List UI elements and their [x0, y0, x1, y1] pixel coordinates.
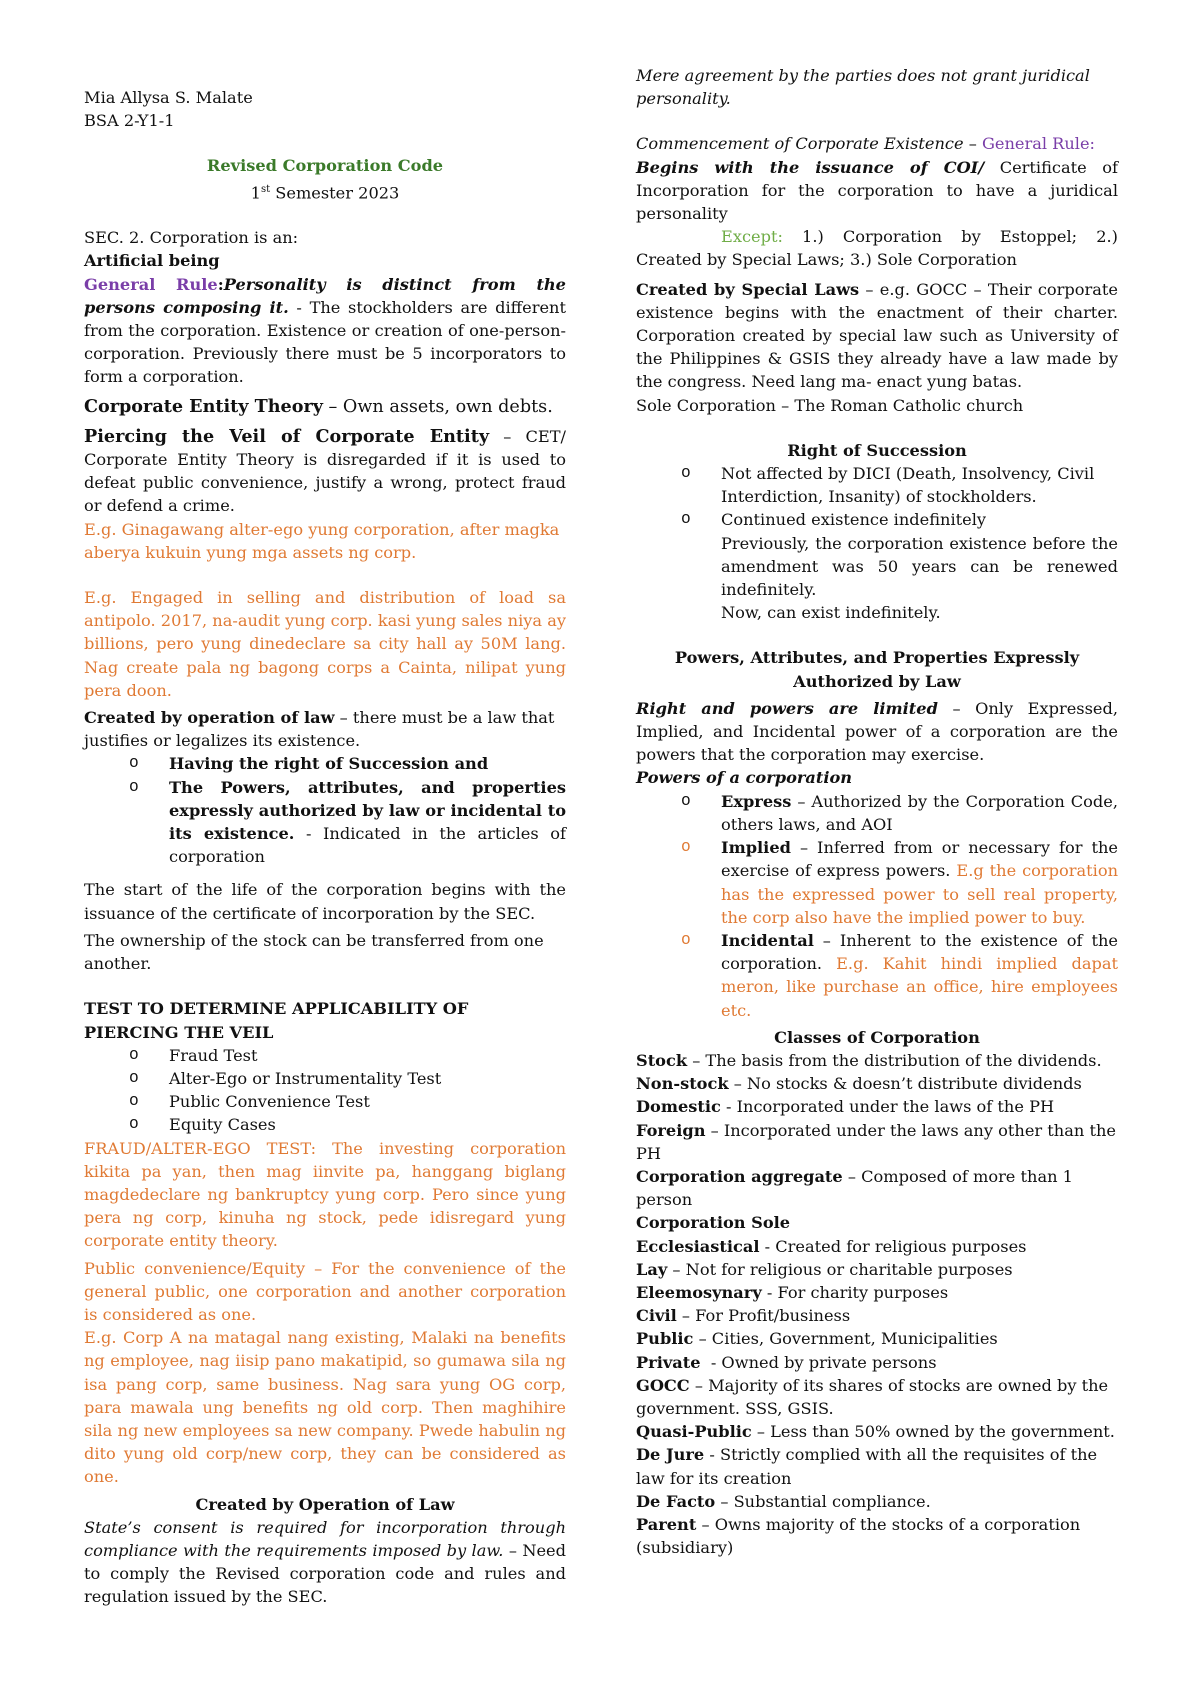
tests-list: [84, 1044, 566, 1137]
rights-paragraph: Right and powers are limited – Only Expressed, Implied, and Incidental power of a corporation are the powers that the corporation may exercise.: [636, 698, 1118, 765]
state-consent-paragraph: State’s consent is required for incorporation through compliance with the requirements imposed by law. – Need to comply the Revised corporation code and rules and regulation issued by the SEC.: [84, 1517, 567, 1607]
left-column: [84, 86, 566, 1609]
special-laws-paragraph: Created by Special Laws – e.g. GOCC – Their corporate existence begins with the enactment of their charter. Corporation created by special law such as University of the Philippines & GSIS they already have a law made by the congress. Need lang ma- enact yung batas.: [636, 279, 1118, 392]
list-item: o Not affected by DICI (Death, Insolvency, Civil Interdiction, Insanity) of stockholders.: [681, 462, 1118, 508]
list-item: Non-stock – No stocks & doesn’t distribute dividends: [636, 1074, 1082, 1094]
begins-paragraph: Begins with the issuance of COI/ Certificate of Incorporation for the corporation to have a juridical personality: [636, 157, 1118, 224]
list-item: De Facto – Substantial compliance.: [636, 1491, 931, 1511]
list-item: Corporation aggregate – Composed of more than 1 person: [636, 1166, 1073, 1210]
list-item: Private - Owned by private persons: [636, 1352, 937, 1372]
powers-heading: Powers, Attributes, and Properties Expressly Authorized by Law: [674, 648, 1080, 691]
list-item: o Equity Cases: [129, 1113, 566, 1136]
start-of-life: The start of the life of the corporation begins with the issuance of the certificate of incorporation by the SEC.: [84, 880, 566, 923]
list-item: o Incidental – Inherent to the existence of the corporation. E.g. Kahit hindi implied dapat meron, like purchase an office, hire employees etc.: [681, 929, 1118, 1022]
mere-agreement: Mere agreement by the parties does not grant juridical personality.: [636, 66, 1090, 109]
corporate-entity-theory: Corporate Entity Theory – Own assets, own debts.: [84, 395, 553, 417]
list-item: o The Powers, attributes, and properties expressly authorized by law or incidental to its existence. - Indicated in the articles of corporation: [129, 776, 566, 869]
example-antipolo: E.g. Engaged in selling and distribution of load sa antipolo. 2017, na-audit yung corp. kasi yung sales niya ay billions, pero yung dinedeclare sa city hall ay 50M lang. Nag create pala ng bagong corps a Cainta, nilipat yung pera doon.: [84, 588, 566, 700]
list-item: Corporation Sole: [636, 1213, 791, 1233]
list-item: o Public Convenience Test: [129, 1090, 566, 1113]
fraud-alter-ego-test: FRAUD/ALTER-EGO TEST: The investing corporation kikita pa yan, then mag iinvite pa, hanggang biglang magdedeclare ng bankruptcy yung corp. Pero since yung pera ng corp, kinuha ng stock, pede idisregard yung corporate entity theory.: [84, 1138, 566, 1251]
list-item: o Alter-Ego or Instrumentality Test: [129, 1067, 566, 1090]
succession-list: [636, 462, 1118, 532]
classes-list: [636, 1049, 1118, 1559]
powers-list: [636, 790, 1118, 1022]
created-by-law-paragraph: Created by operation of law – there must be a law that justifies or legalizes its existence.: [84, 708, 555, 751]
semester: 1st Semester 2023: [250, 183, 400, 202]
list-item: o Having the right of Succession and: [129, 752, 566, 775]
list-item: De Jure - Strictly complied with all the requisites of the law for its creation: [636, 1445, 1098, 1488]
succession-now: Now, can exist indefinitely.: [721, 603, 941, 623]
list-item: o Implied – Inferred from or necessary for the exercise of express powers. E.g the corporation has the expressed power to sell real property, the corp also have the implied power to buy.: [681, 836, 1118, 929]
list-item: Eleemosynary - For charity purposes: [636, 1282, 949, 1302]
list-item: Public – Cities, Government, Municipalities: [636, 1329, 998, 1349]
right-column: [636, 64, 1118, 1559]
artificial-being: Artificial being: [84, 251, 220, 271]
created-by-law-list: [84, 752, 566, 868]
stock-ownership: The ownership of the stock can be transferred from one another.: [84, 930, 544, 974]
powers-of-corporation: Powers of a corporation: [636, 768, 853, 788]
example-alter-ego: E.g. Ginagawang alter-ego yung corporation, after magka aberya kukuin yung mga assets ng corp.: [84, 519, 560, 562]
list-item: Foreign – Incorporated under the laws any other than the PH: [636, 1120, 1116, 1163]
succession-heading: Right of Succession: [787, 440, 967, 460]
succession-previously: Previously, the corporation existence before the amendment was 50 years can be renewed indefinitely.: [721, 533, 1118, 600]
sec2-heading: SEC. 2. Corporation is an:: [84, 228, 299, 248]
example-corp-a: E.g. Corp A na matagal nang existing, Malaki na benefits ng employee, nag iisip pano makatipid, so gumawa sila ng isa pang corp, same business. Nag sara yung OG corp, para mawala ung benefits ng old corp. Then maghihire sila ng new employees sa new company. Pwede habulin ng dito yung old corp/new corp, they can be considered as one.: [84, 1328, 566, 1487]
document-title: Revised Corporation Code: [206, 156, 444, 176]
list-item: Stock – The basis from the distribution of the dividends.: [636, 1050, 1102, 1070]
list-item: o Fraud Test: [129, 1044, 566, 1067]
except-paragraph: Except: 1.) Corporation by Estoppel; 2.) Created by Special Laws; 3.) Sole Corporation: [636, 227, 1118, 270]
list-item: Quasi-Public – Less than 50% owned by the government.: [636, 1422, 1115, 1442]
classes-heading: Classes of Corporation: [774, 1027, 980, 1047]
test-heading: TEST TO DETERMINE APPLICABILITY OF PIERCING THE VEIL: [84, 999, 469, 1042]
list-item: GOCC – Majority of its shares of stocks are owned by the government. SSS, GSIS.: [636, 1375, 1109, 1418]
list-item: o Continued existence indefinitely: [681, 508, 1118, 531]
sole-corporation: Sole Corporation – The Roman Catholic church: [636, 395, 1024, 415]
public-convenience: Public convenience/Equity – For the convenience of the general public, one corporation and another corporation is considered as one.: [84, 1258, 566, 1324]
list-item: Lay – Not for religious or charitable purposes: [636, 1259, 1013, 1279]
list-item: o Express – Authorized by the Corporation Code, others laws, and AOI: [681, 790, 1118, 836]
operation-of-law-heading: Created by Operation of Law: [195, 1494, 455, 1514]
piercing-veil-paragraph: Piercing the Veil of Corporate Entity – CET/ Corporate Entity Theory is disregarded if it is used to defeat public convenience, justify a wrong, protect fraud or defend a crime.: [84, 425, 566, 516]
list-item: Civil – For Profit/business: [636, 1306, 851, 1326]
general-rule-paragraph: General Rule:Personality is distinct from the persons composing it. - The stockholders are different from the corporation. Existence or creation of one-person-corporation. Previously there must be 5 incorporators to form a corporation.: [84, 274, 566, 387]
list-item: Ecclesiastical - Created for religious purposes: [636, 1236, 1027, 1256]
student-name: Mia Allysa S. Malate: [84, 88, 253, 107]
student-section: BSA 2-Y1-1: [84, 111, 175, 131]
list-item: Parent – Owns majority of the stocks of a corporation (subsidiary): [636, 1514, 1081, 1558]
commencement-line: Commencement of Corporate Existence – General Rule:: [636, 134, 1096, 154]
list-item: Domestic - Incorporated under the laws of the PH: [636, 1097, 1055, 1117]
